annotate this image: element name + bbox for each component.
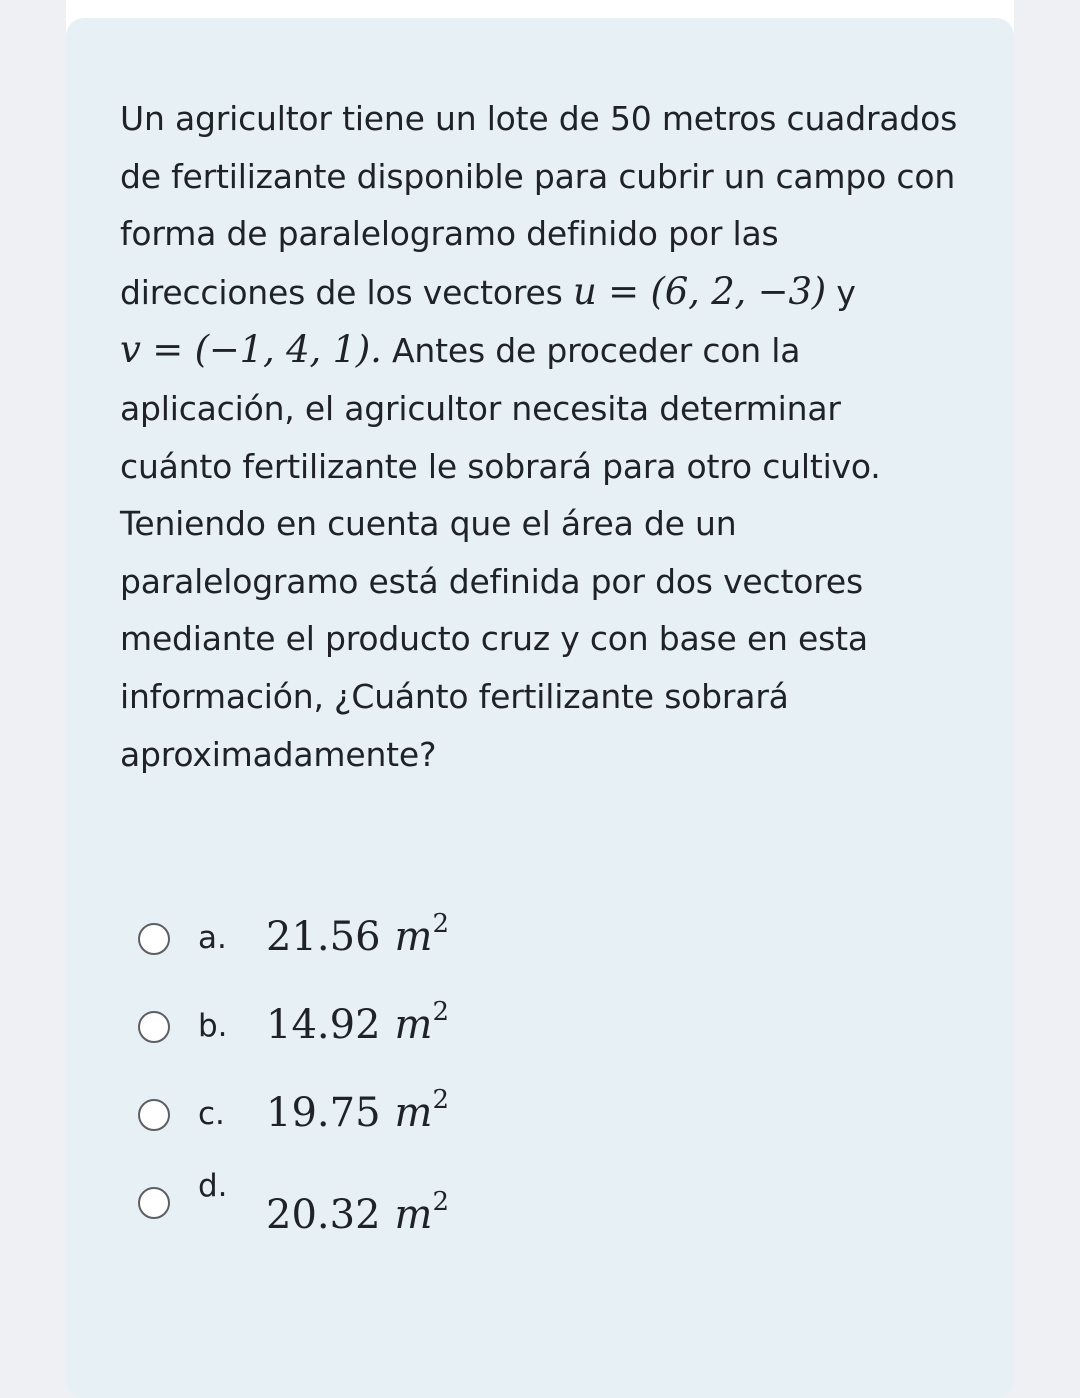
- question-text-part1: Un agricultor tiene un lote de 50 metros cuadrados de fertilizante disponible para cubrir un campo con forma de paralelogramo definido por las direcciones de los vectores: [120, 99, 958, 312]
- option-letter-c: c.: [198, 1096, 225, 1132]
- question-text-part2: Antes de proceder con la aplicación, el agricultor necesita determinar cuánto fertilizante le sobrará para otro cultivo. Teniendo en cuenta que el área de un paralelogramo está definida por dos vectores mediante el producto cruz y con base en esta información, ¿Cuánto fertilizante sobrará aproximadamente?: [120, 331, 881, 774]
- option-value-b: 14.92 $m^2$: [266, 997, 449, 1048]
- option-letter-d: d.: [198, 1168, 228, 1204]
- option-value-d: 20.32 $m^2$: [266, 1187, 449, 1238]
- radio-option-a[interactable]: [138, 923, 170, 955]
- option-letter-a: a.: [198, 920, 227, 956]
- option-d[interactable]: [138, 1162, 838, 1250]
- radio-option-b[interactable]: [138, 1011, 170, 1043]
- option-value-a: 21.56 $m^2$: [266, 909, 449, 960]
- question-text: [120, 90, 960, 783]
- option-b[interactable]: [138, 986, 838, 1074]
- radio-option-d[interactable]: [138, 1187, 170, 1219]
- question-card: [66, 18, 1014, 1398]
- radio-option-c[interactable]: [138, 1099, 170, 1131]
- answer-options: [138, 898, 838, 1250]
- option-value-c: 19.75 $m^2$: [266, 1085, 449, 1136]
- option-letter-b: b.: [198, 1008, 228, 1044]
- question-conjunction: y: [836, 272, 856, 312]
- option-a[interactable]: [138, 898, 838, 986]
- vector-v-equation: v = (−1, 4, 1).: [120, 328, 382, 372]
- vector-u-equation: u = (6, 2, −3): [572, 269, 827, 313]
- option-c[interactable]: [138, 1074, 838, 1162]
